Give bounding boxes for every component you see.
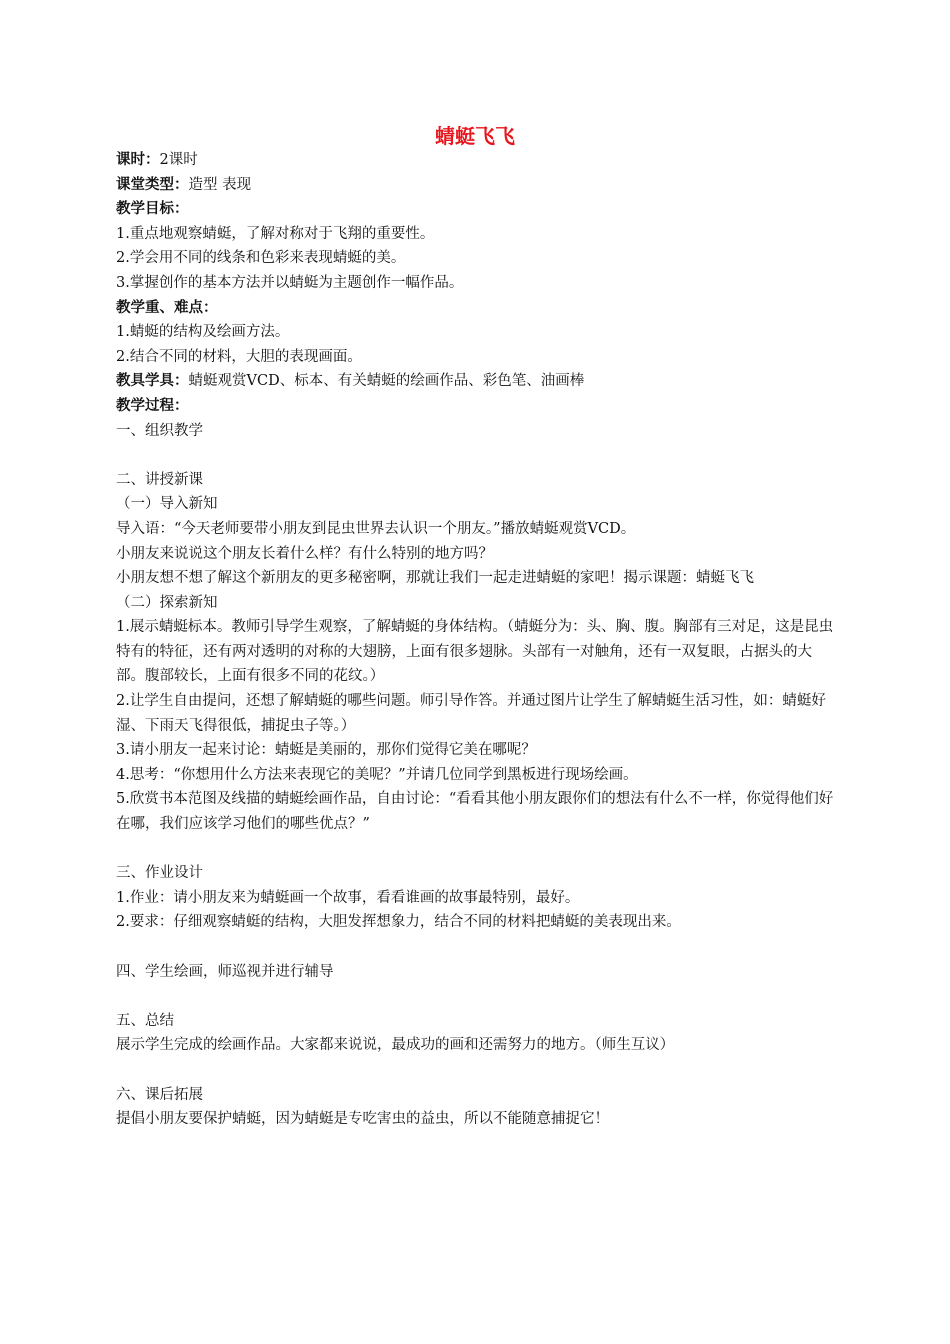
- tools-row: [116, 369, 838, 394]
- paragraph: 小朋友来说说这个朋友长着什么样？有什么特别的地方吗？: [116, 545, 493, 562]
- lesson-hours-row: [116, 148, 838, 173]
- section-heading: 六、课后拓展: [116, 1086, 203, 1103]
- section-heading: 四、学生绘画，师巡视并进行辅导: [116, 963, 334, 980]
- tools-value: 蜻蜓观赏VCD、标本、有关蜻蜓的绘画作品、彩色笔、油画棒: [188, 373, 585, 390]
- class-type-value: 造型 表现: [188, 176, 252, 193]
- list-item: 2.要求：仔细观察蜻蜓的结构，大胆发挥想象力，结合不同的材料把蜻蜓的美表现出来。: [116, 914, 681, 931]
- process-heading: 教学过程：: [116, 397, 189, 414]
- goals-heading: 教学目标：: [116, 201, 189, 218]
- spacer: [116, 935, 838, 960]
- spacer: [116, 984, 838, 1009]
- list-item: 4.思考：“你想用什么方法来表现它的美呢？”并请几位同学到黑板进行现场绘画。: [116, 766, 638, 783]
- subsection-heading: （二）探索新知: [116, 594, 218, 611]
- paragraph: 提倡小朋友要保护蜻蜓，因为蜻蜓是专吃害虫的益虫，所以不能随意捕捉它！: [116, 1111, 609, 1128]
- list-item: 1.作业：请小朋友来为蜻蜓画一个故事，看看谁画的故事最特别，最好。: [116, 889, 580, 906]
- list-item: 1.展示蜻蜓标本。教师引导学生观察，了解蜻蜓的身体结构。（蜻蜓分为：头、胸、腹。胸部有三对足，这是昆虫特有的特征，还有两对透明的对称的大翅膀，上面有很多翅脉。头部有一对触角，还有一双复眼，占据头的大部。腹部较长，上面有很多不同的花纹。）: [116, 619, 834, 685]
- spacer: [116, 1058, 838, 1083]
- spacer: [116, 443, 838, 468]
- class-type-row: [116, 173, 838, 198]
- section-heading: 三、作业设计: [116, 865, 203, 882]
- goal-item: 2.学会用不同的线条和色彩来表现蜻蜓的美。: [116, 250, 406, 267]
- class-type-label: 课堂类型：: [116, 176, 189, 193]
- section-heading: 一、组织教学: [116, 422, 203, 439]
- list-item: 3.请小朋友一起来讨论：蜻蜓是美丽的，那你们觉得它美在哪呢？: [116, 742, 536, 759]
- list-item: 2.让学生自由提问，还想了解蜻蜓的哪些问题。师引导作答。并通过图片让学生了解蜻蜓生活习性，如：蜻蜓好湿、下雨天飞得很低，捕捉虫子等。）: [116, 693, 826, 734]
- lesson-plan-body: [116, 148, 838, 1132]
- keypoints-heading: 教学重、难点：: [116, 299, 218, 316]
- lesson-hours-label: 课时：: [116, 152, 160, 168]
- list-item: 5.欣赏书本范图及线描的蜻蜓绘画作品，自由讨论：“看看其他小朋友跟你们的想法有什么不一样，你觉得他们好在哪，我们应该学习他们的哪些优点？”: [116, 791, 834, 833]
- paragraph: 小朋友想不想了解这个新朋友的更多秘密啊，那就让我们一起走进蜻蜓的家吧！揭示课题：蜻蜓飞飞: [116, 570, 754, 587]
- document-title: 蜻蜓飞飞: [435, 124, 515, 148]
- keypoint-item: 1.蜻蜓的结构及绘画方法。: [116, 324, 290, 341]
- section-heading: 五、总结: [116, 1012, 174, 1029]
- goal-item: 1.重点地观察蜻蜓，了解对称对于飞翔的重要性。: [116, 225, 435, 242]
- section-heading: 二、讲授新课: [116, 471, 203, 488]
- keypoint-item: 2.结合不同的材料，大胆的表现画面。: [116, 348, 362, 365]
- subsection-heading: （一）导入新知: [116, 496, 218, 513]
- goal-item: 3.掌握创作的基本方法并以蜻蜓为主题创作一幅作品。: [116, 274, 464, 291]
- tools-label: 教具学具：: [116, 373, 189, 390]
- paragraph: 导入语：“今天老师要带小朋友到昆虫世界去认识一个朋友。”播放蜻蜓观赏VCD。: [116, 520, 636, 537]
- paragraph: 展示学生完成的绘画作品。大家都来说说，最成功的画和还需努力的地方。（师生互议）: [116, 1037, 675, 1054]
- lesson-hours-value: 2课时: [159, 152, 198, 168]
- spacer: [116, 837, 838, 862]
